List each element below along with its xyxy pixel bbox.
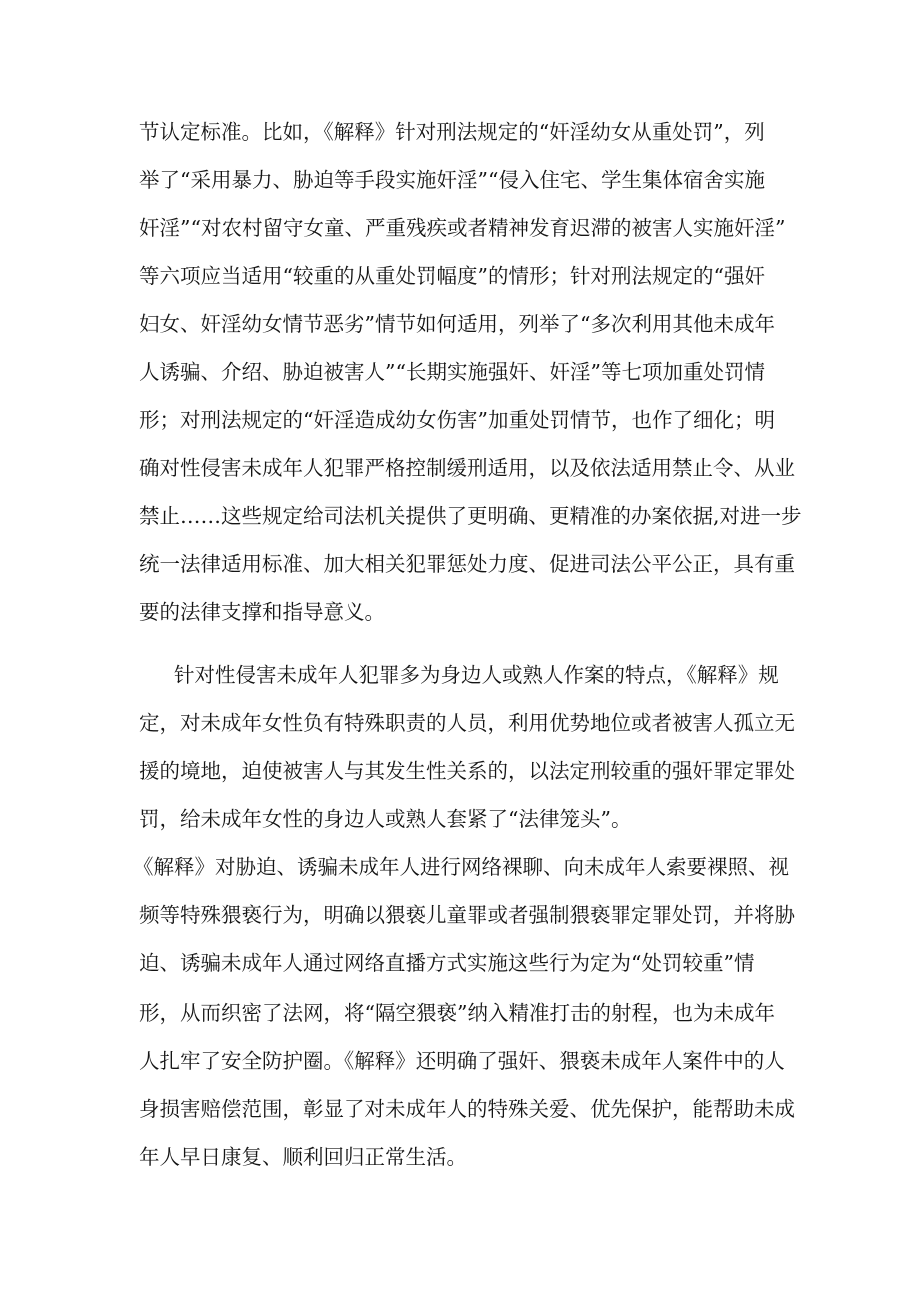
paragraph-2-line-1: 针对性侵害未成年人犯罪多为身边人或熟人作案的特点，《解释》规 [174, 663, 779, 687]
paragraph-1-line-2: 举了“采用暴力、胁迫等手段实施奸淫”“侵入住宅、学生集体宿舍实施 [139, 168, 765, 192]
paragraph-3-line-7: 年人早日康复、顺利回归正常生活。 [139, 1145, 467, 1169]
paragraph-3-line-4: 形，从而织密了法网，将“隔空猥亵”纳入精准打击的射程，也为未成年 [139, 1001, 775, 1025]
paragraph-3-line-2: 频等特殊猥亵行为，明确以猥亵儿童罪或者强制猥亵罪定罪处罚，并将胁 [139, 903, 795, 927]
paragraph-2-line-3: 援的境地，迫使被害人与其发生性关系的，以法定刑较重的强奸罪定罪处 [139, 759, 795, 783]
paragraph-1-line-9: 禁止……这些规定给司法机关提供了更明确、更精准的办案依据,对进一步 [139, 504, 802, 528]
paragraph-3-line-3: 迫、诱骗未成年人通过网络直播方式实施这些行为定为“处罚较重”情 [139, 951, 755, 975]
paragraph-2-line-2: 定，对未成年女性负有特殊职责的人员，利用优势地位或者被害人孤立无 [139, 711, 795, 735]
paragraph-2-line-4: 罚，给未成年女性的身边人或熟人套紧了“法律笼头”。 [139, 807, 632, 831]
paragraph-1-line-8: 确对性侵害未成年人犯罪严格控制缓刑适用，以及依法适用禁止令、从业 [139, 456, 795, 480]
paragraph-1-line-11: 要的法律支撑和指导意义。 [139, 600, 385, 624]
paragraph-1-line-10: 统一法律适用标准、加大相关犯罪惩处力度、促进司法公平公正，具有重 [139, 552, 795, 576]
paragraph-3-line-5: 人扎牢了安全防护圈。《解释》还明确了强奸、猥亵未成年人案件中的人 [139, 1049, 785, 1073]
paragraph-1-line-7: 形；对刑法规定的“奸淫造成幼女伤害”加重处罚情节，也作了细化；明 [139, 408, 775, 432]
paragraph-1-line-6: 人诱骗、介绍、胁迫被害人”“长期实施强奸、奸淫”等七项加重处罚情 [139, 360, 765, 384]
paragraph-1-line-3: 奸淫”“对农村留守女童、严重残疾或者精神发育迟滞的被害人实施奸淫” [139, 216, 786, 240]
paragraph-1-line-1: 节认定标准。比如，《解释》针对刑法规定的“奸淫幼女从重处罚”，列 [139, 120, 765, 144]
paragraph-3-line-1: 《解释》对胁迫、诱骗未成年人进行网络裸聊、向未成年人索要裸照、视 [133, 855, 789, 879]
paragraph-1-line-4: 等六项应当适用“较重的从重处罚幅度”的情形；针对刑法规定的“强奸 [139, 264, 765, 288]
paragraph-1-line-5: 妇女、奸淫幼女情节恶劣”情节如何适用，列举了“多次利用其他未成年 [139, 312, 775, 336]
paragraph-3-line-6: 身损害赔偿范围，彰显了对未成年人的特殊关爱、优先保护，能帮助未成 [139, 1097, 795, 1121]
